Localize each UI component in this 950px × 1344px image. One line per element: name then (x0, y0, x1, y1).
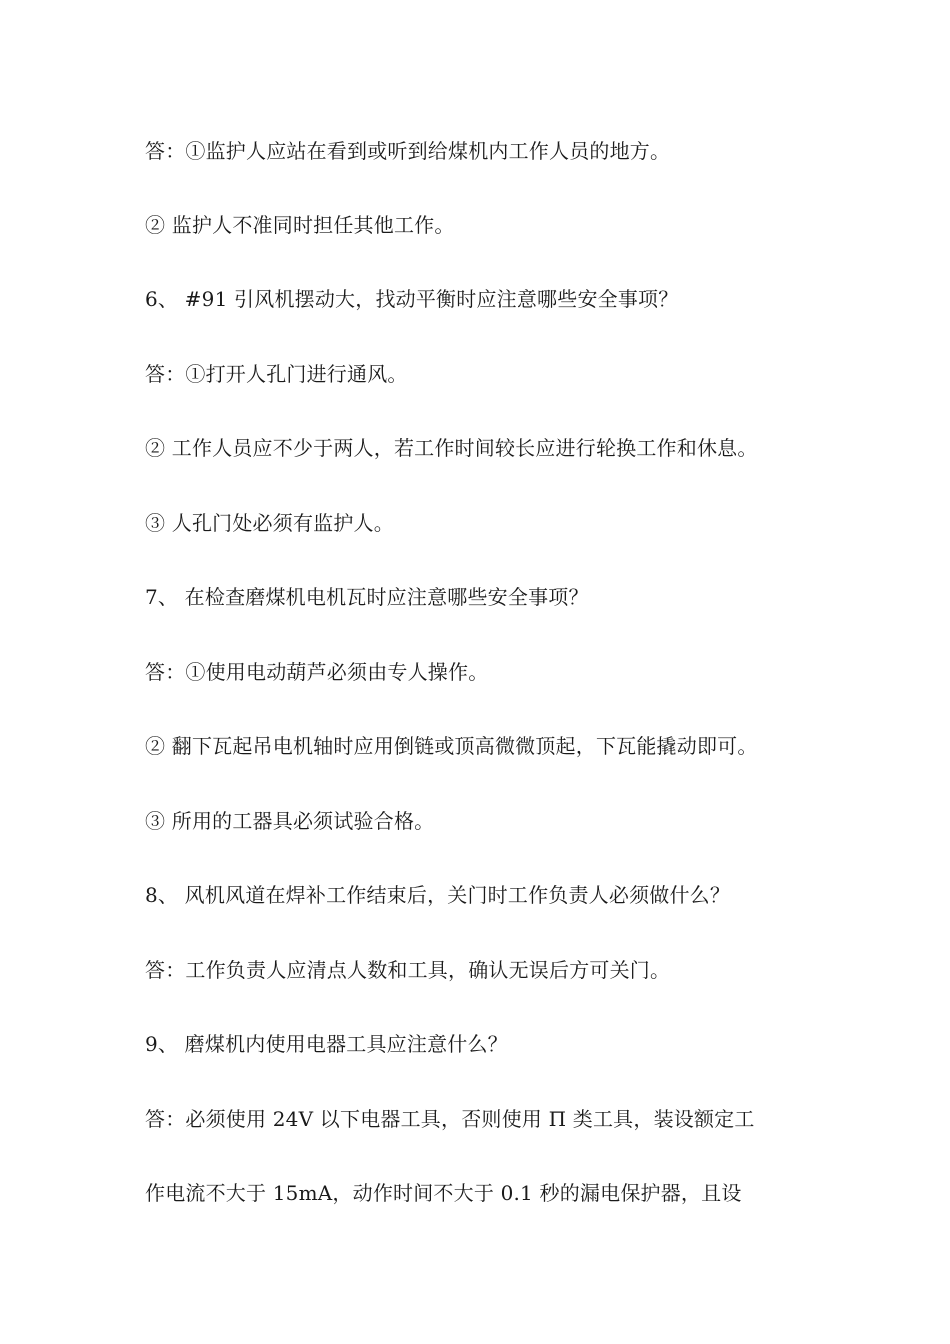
answer-6-line-1: 答：①打开人孔门进行通风。 (145, 362, 408, 386)
answer-8: 答：工作负责人应清点人数和工具，确认无误后方可关门。 (145, 958, 671, 982)
question-6: 6、 #91 引风机摆动大，找动平衡时应注意哪些安全事项？ (145, 287, 679, 311)
answer-6-line-2: ② 工作人员应不少于两人，若工作时间较长应进行轮换工作和休息。 (145, 436, 758, 460)
answer-5-line-1: 答：①监护人应站在看到或听到给煤机内工作人员的地方。 (145, 139, 671, 163)
answer-7-line-1: 答：①使用电动葫芦必须由专人操作。 (145, 660, 489, 684)
answer-7-line-2: ② 翻下瓦起吊电机轴时应用倒链或顶高微微顶起，下瓦能撬动即可。 (145, 734, 758, 758)
question-9: 9、 磨煤机内使用电器工具应注意什么？ (145, 1032, 508, 1056)
answer-7-line-3: ③ 所用的工器具必须试验合格。 (145, 809, 435, 833)
answer-9-line-2: 作电流不大于 15mA，动作时间不大于 0.1 秒的漏电保护器，且设 (145, 1181, 742, 1205)
answer-5-line-2: ② 监护人不准同时担任其他工作。 (145, 213, 455, 237)
question-7: 7、 在检查磨煤机电机瓦时应注意哪些安全事项？ (145, 585, 589, 609)
answer-6-line-3: ③ 人孔门处必须有监护人。 (145, 511, 394, 535)
answer-9-line-1: 答：必须使用 24V 以下电器工具，否则使用 Π 类工具，装设额定工 (145, 1107, 755, 1131)
question-8: 8、 风机风道在焊补工作结束后，关门时工作负责人必须做什么？ (145, 883, 731, 907)
